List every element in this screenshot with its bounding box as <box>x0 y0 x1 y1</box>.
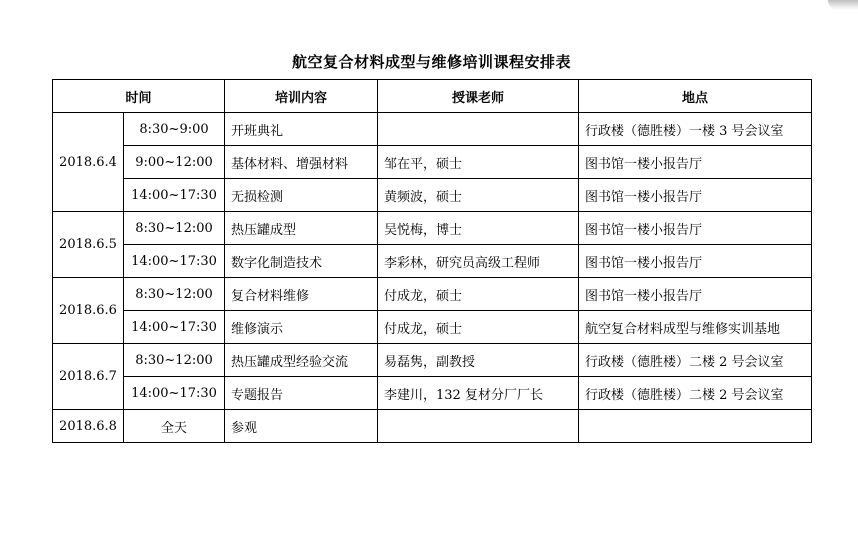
table-row <box>53 179 812 212</box>
location-cell: 图书馆一楼小报告厅 <box>579 179 812 212</box>
location-cell: 图书馆一楼小报告厅 <box>579 278 812 311</box>
time-cell: 8:30~12:00 <box>124 278 225 311</box>
table-row <box>53 344 812 377</box>
teacher-cell <box>378 410 579 443</box>
date-cell: 2018.6.7 <box>53 344 124 410</box>
table-row <box>53 377 812 410</box>
time-cell: 14:00~17:30 <box>124 311 225 344</box>
content-cell: 复合材料维修 <box>225 278 378 311</box>
content-cell: 维修演示 <box>225 311 378 344</box>
location-cell: 行政楼（德胜楼）二楼 2 号会议室 <box>579 377 812 410</box>
location-cell: 图书馆一楼小报告厅 <box>579 146 812 179</box>
table-row <box>53 311 812 344</box>
time-cell: 8:30~12:00 <box>124 212 225 245</box>
table-row <box>53 245 812 278</box>
content-cell: 热压罐成型经验交流 <box>225 344 378 377</box>
table-row <box>53 212 812 245</box>
time-cell: 14:00~17:30 <box>124 245 225 278</box>
header-time: 时间 <box>53 80 225 113</box>
date-cell: 2018.6.5 <box>53 212 124 278</box>
teacher-cell: 黄频波，硕士 <box>378 179 579 212</box>
time-cell: 8:30~9:00 <box>124 113 225 146</box>
teacher-cell: 易磊隽，副教授 <box>378 344 579 377</box>
teacher-cell: 吴悦梅，博士 <box>378 212 579 245</box>
table-header-row <box>53 80 812 113</box>
location-cell: 航空复合材料成型与维修实训基地 <box>579 311 812 344</box>
table-row <box>53 410 812 443</box>
teacher-cell: 李彩林，研究员高级工程师 <box>378 245 579 278</box>
table-row <box>53 278 812 311</box>
content-cell: 开班典礼 <box>225 113 378 146</box>
teacher-cell: 邹在平，硕士 <box>378 146 579 179</box>
location-cell: 行政楼（德胜楼）一楼 3 号会议室 <box>579 113 812 146</box>
header-content: 培训内容 <box>225 80 378 113</box>
window-corner-decoration <box>828 0 858 10</box>
teacher-cell <box>378 113 579 146</box>
time-cell: 8:30~12:00 <box>124 344 225 377</box>
date-cell: 2018.6.6 <box>53 278 124 344</box>
content-cell: 专题报告 <box>225 377 378 410</box>
page-title: 航空复合材料成型与维修培训课程安排表 <box>291 53 571 71</box>
content-cell: 无损检测 <box>225 179 378 212</box>
time-cell: 14:00~17:30 <box>124 179 225 212</box>
location-cell: 图书馆一楼小报告厅 <box>579 212 812 245</box>
schedule-table <box>52 79 812 443</box>
content-cell: 基体材料、增强材料 <box>225 146 378 179</box>
location-cell: 图书馆一楼小报告厅 <box>579 245 812 278</box>
table-row <box>53 146 812 179</box>
content-cell: 数字化制造技术 <box>225 245 378 278</box>
location-cell <box>579 410 812 443</box>
table-row <box>53 113 812 146</box>
header-location: 地点 <box>579 80 812 113</box>
content-cell: 参观 <box>225 410 378 443</box>
time-cell: 14:00~17:30 <box>124 377 225 410</box>
time-cell: 全天 <box>124 410 225 443</box>
teacher-cell: 付成龙，硕士 <box>378 278 579 311</box>
location-cell: 行政楼（德胜楼）二楼 2 号会议室 <box>579 344 812 377</box>
teacher-cell: 李建川，132 复材分厂厂长 <box>378 377 579 410</box>
content-cell: 热压罐成型 <box>225 212 378 245</box>
header-teacher: 授课老师 <box>378 80 579 113</box>
time-cell: 9:00~12:00 <box>124 146 225 179</box>
teacher-cell: 付成龙，硕士 <box>378 311 579 344</box>
date-cell: 2018.6.4 <box>53 113 124 212</box>
date-cell: 2018.6.8 <box>53 410 124 443</box>
